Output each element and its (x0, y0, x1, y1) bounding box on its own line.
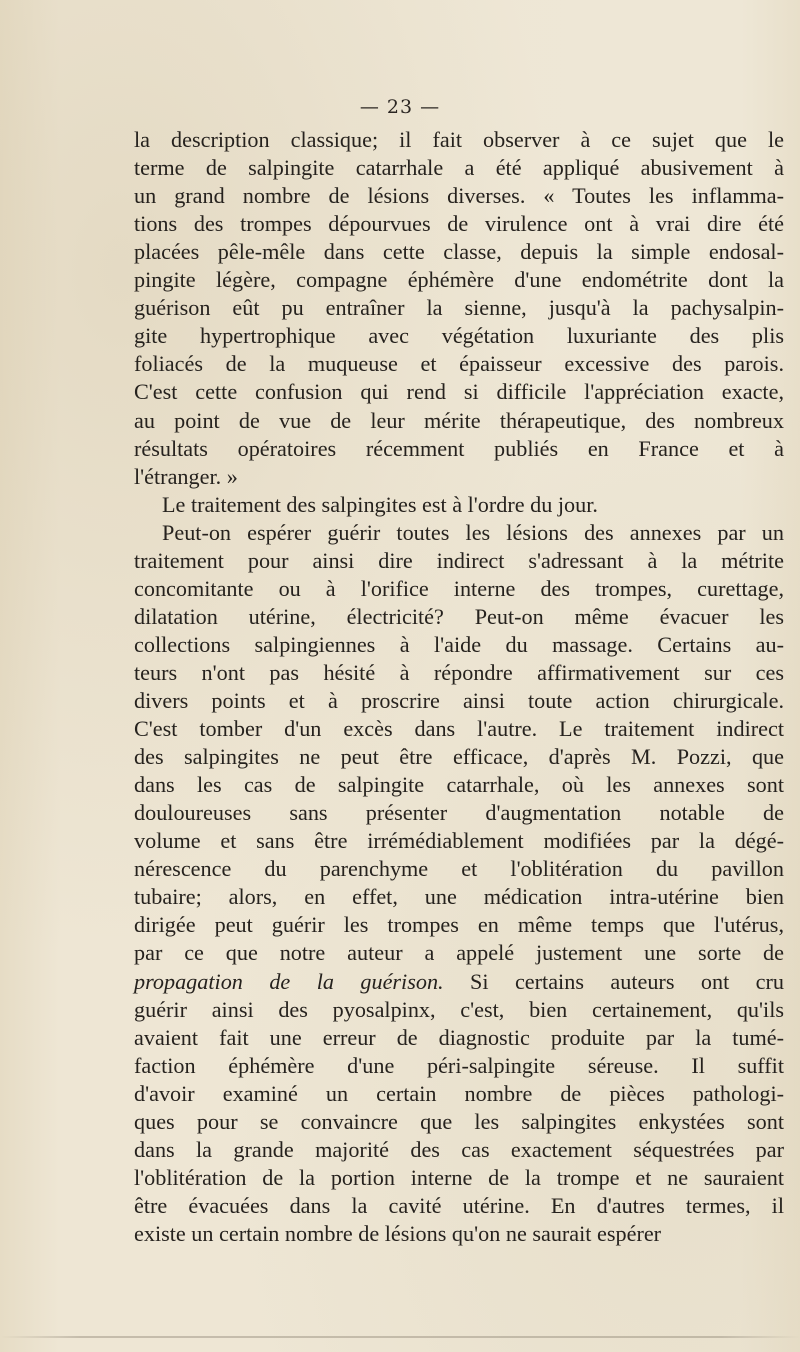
text-line: l'étranger. » (134, 463, 238, 489)
text-line: dirigée peut guérir les trompes en même temps que l'utérus, (134, 912, 784, 938)
text-line: collections salpingiennes à l'aide du massage. Certains au- (134, 631, 784, 657)
text-line: dans la grande majorité des cas exactement séquestrées par (134, 1136, 784, 1162)
text-line: existe un certain nombre de lésions qu'on ne saurait espérer (134, 1220, 662, 1246)
text-line: Le traitement des salpingites est à l'ordre du jour. (162, 491, 598, 517)
text-line: placées pêle-mêle dans cette classe, depuis la simple endosal- (134, 239, 784, 265)
text-line: guérir ainsi des pyosalpinx, c'est, bien certainement, qu'ils (134, 996, 784, 1022)
text-line: pingite légère, compagne éphémère d'une endométrite dont la (134, 267, 784, 293)
text-line: avaient fait une erreur de diagnostic produite par la tumé- (134, 1024, 784, 1050)
text-line: douloureuses sans présenter d'augmentation notable de (134, 800, 784, 826)
text-line: par ce que notre auteur a appelé justement une sorte de (134, 940, 784, 966)
text-line: teurs n'ont pas hésité à répondre affirmativement sur ces (134, 659, 784, 685)
text-line: être évacuées dans la cavité utérine. En d'autres termes, il (134, 1192, 784, 1218)
text-line: propagation de la guérison. Si certains auteurs ont cru (134, 968, 784, 994)
text-line: d'avoir examiné un certain nombre de pièces pathologi- (134, 1080, 784, 1106)
text-line: guérison eût pu entraîner la sienne, jusqu'à la pachysalpin- (134, 295, 784, 321)
text-line: des salpingites ne peut être efficace, d'après M. Pozzi, que (134, 744, 784, 770)
text-line: au point de vue de leur mérite thérapeutique, des nombreux (134, 407, 784, 433)
text-line: un grand nombre de lésions diverses. « Toutes les inflamma- (134, 183, 784, 209)
text-line: C'est cette confusion qui rend si difficile l'appréciation exacte, (134, 379, 784, 405)
text-line: ques pour se convaincre que les salpingites enkystées sont (134, 1108, 784, 1134)
text-line: faction éphémère d'une péri-salpingite séreuse. Il suffit (134, 1052, 784, 1078)
text-line: Peut-on espérer guérir toutes les lésions des annexes par un (162, 519, 784, 545)
text-line: nérescence du parenchyme et l'oblitération du pavillon (134, 856, 784, 882)
page-edge-divider (0, 1336, 800, 1338)
text-line: l'oblitération de la portion interne de la trompe et ne sauraient (134, 1164, 784, 1190)
text-line: volume et sans être irrémédiablement modifiées par la dégé- (134, 828, 784, 854)
text-line: concomitante ou à l'orifice interne des trompes, curettage, (134, 575, 784, 601)
text-line: la description classique; il fait observer à ce sujet que le (134, 127, 784, 152)
text-line: tions des trompes dépourvues de virulence ont à vrai dire été (134, 211, 784, 237)
text-line: dilatation utérine, électricité? Peut-on même évacuer les (134, 603, 784, 629)
text-line: C'est tomber d'un excès dans l'autre. Le traitement indirect (134, 716, 784, 742)
text-line: divers points et à proscrire ainsi toute action chirurgicale. (134, 688, 784, 713)
text-line: foliacés de la muqueuse et épaisseur excessive des parois. (134, 351, 784, 377)
text-line: terme de salpingite catarrhale a été appliqué abusivement à (134, 155, 784, 181)
text-line: gite hypertrophique avec végétation luxuriante des plis (134, 323, 784, 349)
text-line: traitement pour ainsi dire indirect s'adressant à la métrite (134, 547, 784, 573)
text-line: tubaire; alors, en effet, une médication intra-utérine bien (134, 884, 784, 910)
page-number: — 23 — (359, 96, 441, 118)
text-line: résultats opératoires récemment publiés en France et à (134, 435, 784, 461)
text-line: dans les cas de salpingite catarrhale, où les annexes sont (134, 772, 784, 798)
italic-phrase: propagation de la guérison. (134, 968, 444, 994)
